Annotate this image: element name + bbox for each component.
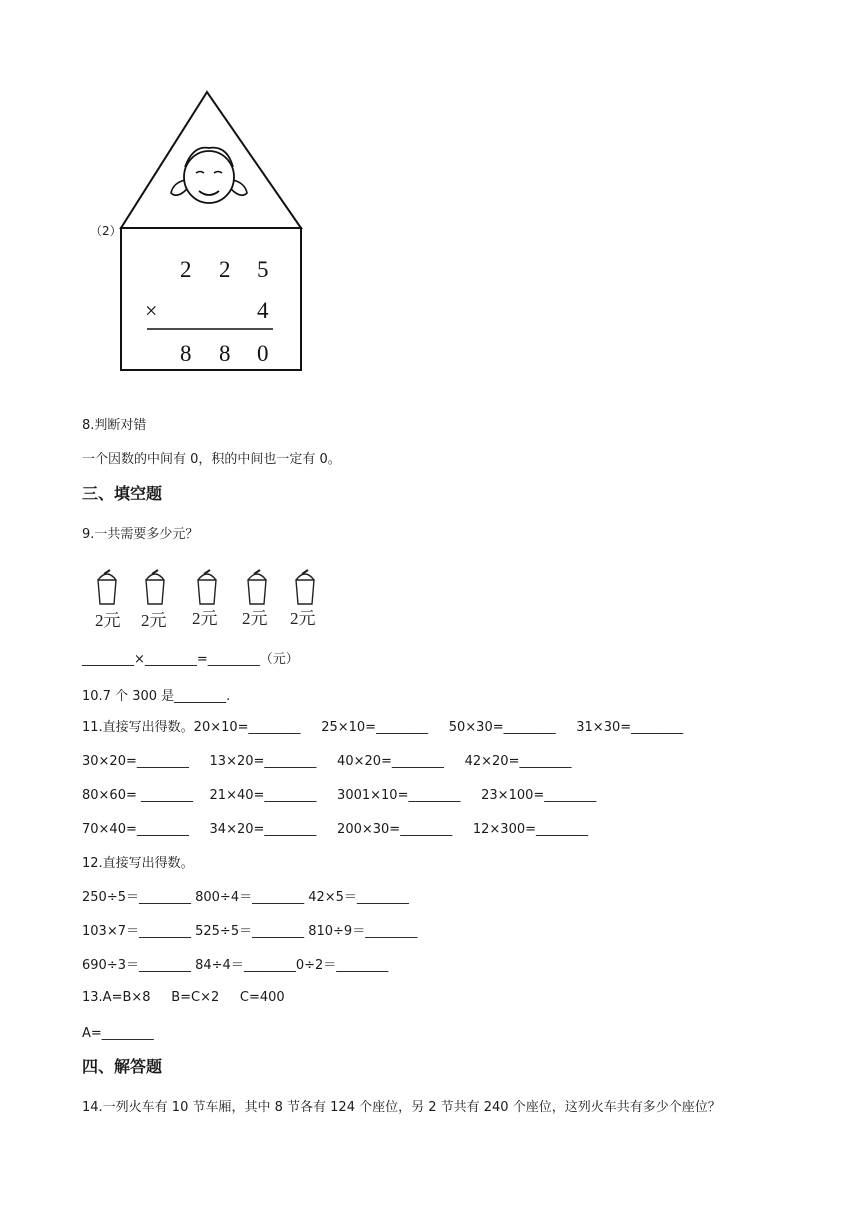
roof-triangle xyxy=(121,92,301,228)
q12-title: 12.直接写出得数。 xyxy=(82,856,194,871)
q14: 14.一列火车有 10 节车厢，其中 8 节各有 124 个座位，另 2 节共有 240 个座位，这列火车共有多少个座位？ xyxy=(82,1100,721,1115)
digit: 2 xyxy=(219,257,231,282)
q12-row: 250÷5＝________ 800÷4＝________ 42×5＝________ xyxy=(82,890,409,905)
bucket-price-label: 2元 xyxy=(242,609,268,628)
q9-formula: ________×________=________（元） xyxy=(82,652,299,667)
digit: 8 xyxy=(180,341,192,366)
bucket-price-label: 2元 xyxy=(141,611,167,630)
q10: 10.7 个 300 是________. xyxy=(82,689,231,704)
bucket-price-label: 2元 xyxy=(290,609,316,628)
times-operator: × xyxy=(145,298,158,323)
q13-answer: A=________ xyxy=(82,1026,154,1041)
q8-statement: 一个因数的中间有 0，积的中间也一定有 0。 xyxy=(82,452,341,467)
section-4-heading: 四、解答题 xyxy=(82,1057,163,1076)
q9-title: 9.一共需要多少元？ xyxy=(82,527,199,542)
bucket-icon xyxy=(248,574,266,604)
digit: 5 xyxy=(257,257,269,282)
q11-row: 80×60= ________ 21×40=________ 3001×10=________ 23×100=________ xyxy=(82,788,597,803)
q12-row: 690÷3＝________ 84÷4＝________0÷2＝________ xyxy=(82,958,389,973)
bucket-price-label: 2元 xyxy=(95,611,121,630)
bucket-icon xyxy=(198,574,216,604)
digit: 8 xyxy=(219,341,231,366)
q12-row: 103×7＝________ 525÷5＝________ 810÷9＝________ xyxy=(82,924,418,939)
girl-face-icon xyxy=(171,148,247,203)
bucket-icon xyxy=(98,574,116,604)
q13-title: 13.A=B×8 B=C×2 C=400 xyxy=(82,990,285,1005)
figure-label: （2） xyxy=(90,224,122,238)
bucket-icon xyxy=(146,574,164,604)
digit: 4 xyxy=(257,298,269,323)
bucket-price-figure xyxy=(90,566,340,632)
house-multiplication-figure xyxy=(115,85,305,375)
q11-row: 30×20=________ 13×20=________ 40×20=________ 42×20=________ xyxy=(82,754,572,769)
digit: 2 xyxy=(180,257,192,282)
bucket-price-label: 2元 xyxy=(192,609,218,628)
q11-row: 11.直接写出得数。20×10=________ 25×10=________ 50×30=________ 31×30=________ xyxy=(82,720,684,735)
digit: 0 xyxy=(257,341,269,366)
q11-row: 70×40=________ 34×20=________ 200×30=________ 12×300=________ xyxy=(82,822,589,837)
bucket-icon xyxy=(296,574,314,604)
q8-title: 8.判断对错 xyxy=(82,418,147,433)
section-3-heading: 三、填空题 xyxy=(82,484,163,503)
